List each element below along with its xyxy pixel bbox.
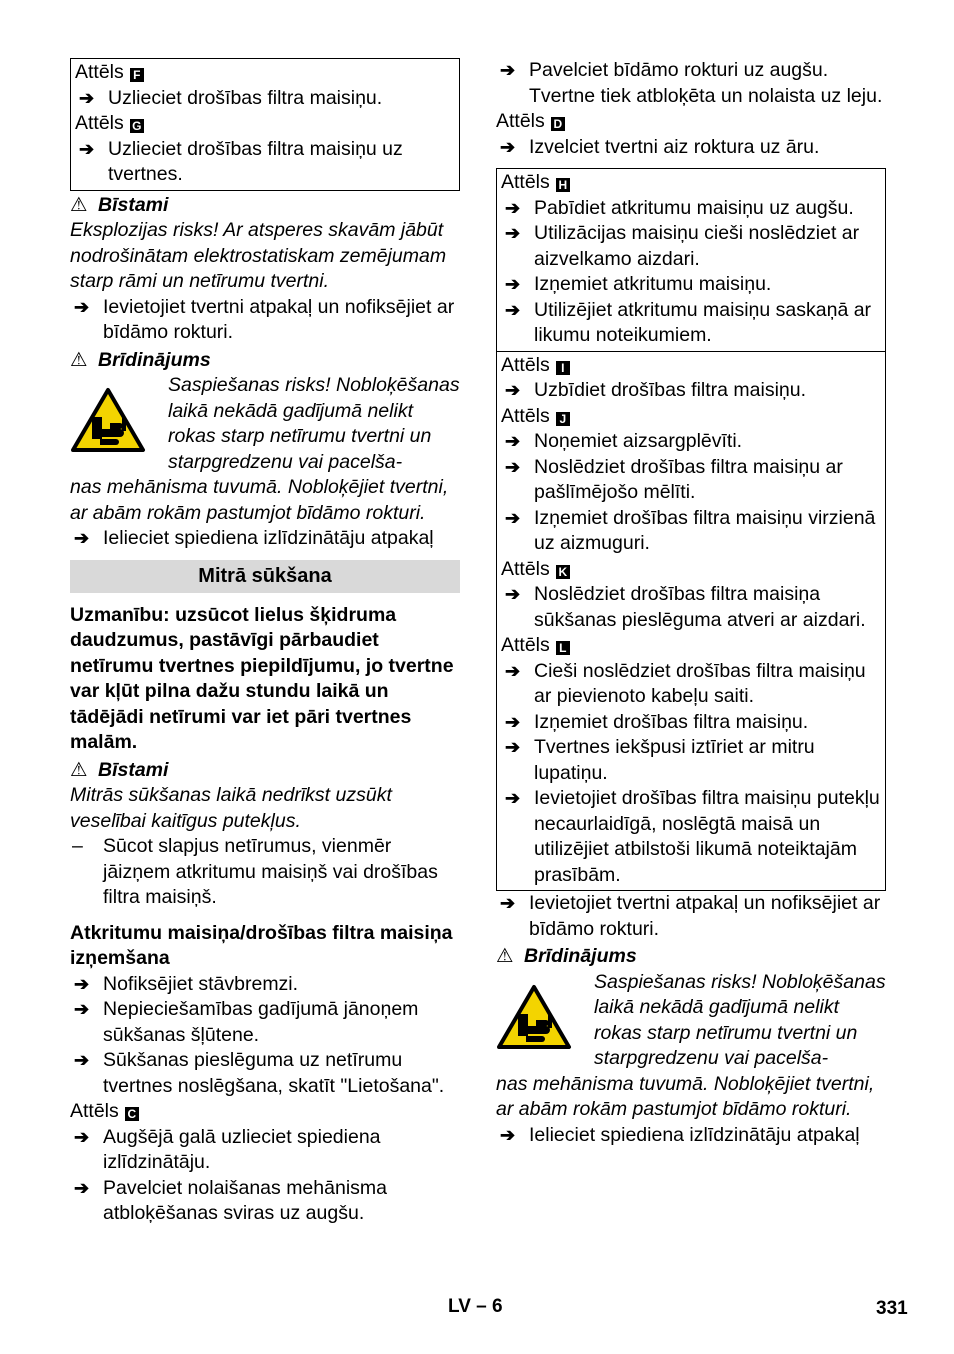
warning-block [496, 970, 886, 1072]
step-item: ➔ Izņemiet atkritumu maisiņu. [501, 272, 881, 298]
warning-triangle-icon: ⚠ [70, 758, 88, 781]
arrow-right-icon: ➔ [79, 87, 95, 108]
danger-heading: ⚠ Bīstami [70, 756, 460, 784]
warning-text: nas mehānisma tuvumā. Nobloķējiet tvertni, ar abām rokām pastumjot bīdāmo rokturi. [70, 476, 449, 524]
warning-heading: ⚠ Brīdinājums [70, 346, 460, 374]
figure-letter-tag: K [556, 565, 570, 579]
danger-heading: ⚠ Bīstami [70, 191, 460, 219]
figure-letter-tag: C [125, 1107, 139, 1121]
arrow-right-icon: ➔ [505, 431, 521, 451]
arrow-right-icon: ➔ [505, 299, 521, 320]
arrow-right-icon: ➔ [505, 711, 521, 732]
figure-letter-tag: F [130, 68, 144, 82]
step-item: ➔ Cieši noslēdziet drošības filtra maisiņu ar pievienoto kabeļu saiti. [505, 659, 866, 707]
arrow-right-icon: ➔ [74, 999, 90, 1019]
arrow-right-icon: ➔ [74, 296, 90, 317]
arrow-right-icon: ➔ [500, 136, 516, 157]
warning-text-wrapped: Saspiešanas risks! Nobloķēšanas laikā nekādā gadījumā nelikt rokas starp netīrumu tvertni un starpgredzenu vai pacelša- [594, 970, 886, 1069]
step-item: ➔ Noslēdziet drošības filtra maisiņu ar pašlīmējošo mēlīti. [505, 455, 843, 503]
step-item: ➔ Ievietojiet drošības filtra maisiņu putekļu necaurlaidīgā, noslēgtā maisā un utilizējiet atbilstoši likumā noteiktajām prasībām. [505, 787, 880, 886]
warning-triangle-icon: ⚠ [70, 193, 88, 216]
hand-crush-warning-sign [70, 387, 146, 453]
danger-text: Eksplozijas risks! Ar atsperes skavām jābūt nodrošinātam elektrostatiskam zemējumam starp rāmi un netīrumu tvertni. [70, 219, 447, 292]
figure-letter-tag: D [551, 117, 565, 131]
arrow-right-icon: ➔ [74, 1126, 90, 1147]
arrow-right-icon: ➔ [74, 973, 90, 994]
figure-box-f-g [70, 58, 460, 191]
arrow-right-icon: ➔ [505, 584, 521, 604]
step-item: ➔ Noslēdziet drošības filtra maisiņa sūkšanas pieslēguma atveri ar aizdari. [505, 583, 866, 631]
arrow-right-icon: ➔ [505, 223, 521, 243]
step-item: ➔ Noņemiet aizsargplēvīti. [501, 429, 881, 455]
left-column [70, 58, 460, 1227]
figure-ref-c: Attēls C [70, 1099, 460, 1125]
warning-text-wrapped: Saspiešanas risks! Nobloķēšanas laikā nekādā gadījumā nelikt rokas starp netīrumu tvertni un starpgredzenu vai pacelša- [168, 374, 460, 473]
step-item: ➔ Uzbīdiet drošības filtra maisiņu. [501, 378, 881, 404]
arrow-right-icon: ➔ [505, 737, 521, 757]
hand-crush-warning-sign [496, 984, 572, 1050]
figure-ref-j: Attēls J [501, 404, 881, 430]
figure-box-i-l [496, 352, 886, 892]
arrow-right-icon: ➔ [505, 788, 521, 808]
arrow-right-icon: ➔ [500, 893, 516, 913]
figure-letter-tag: L [556, 641, 570, 655]
step-item: ➔ Pavelciet bīdāmo rokturi uz augšu. Tvertne tiek atbloķēta un nolaista uz leju. [500, 59, 883, 107]
step-item: ➔ Izņemiet drošības filtra maisiņu virzienā uz aizmuguri. [505, 506, 876, 554]
step-item: ➔ Uzlieciet drošības filtra maisiņu uz tvertnes. [79, 137, 403, 185]
figure-ref-l: Attēls L [501, 633, 881, 659]
arrow-right-icon: ➔ [500, 60, 516, 80]
warning-triangle-icon: ⚠ [70, 348, 88, 371]
warning-triangle-icon: ⚠ [496, 945, 514, 967]
step-item: ➔ Ievietojiet tvertni atpakaļ un nofiksējiet ar bīdāmo rokturi. [74, 295, 455, 343]
step-list [501, 429, 881, 557]
warning-heading: ⚠ Brīdinājums [496, 942, 886, 970]
step-item: ➔ Izņemiet drošības filtra maisiņu. [501, 710, 881, 736]
step-item: ➔ Ievietojiet tvertni atpakaļ un nofiksējiet ar bīdāmo rokturi. [500, 892, 881, 940]
step-item: ➔ Nofiksējiet stāvbremzi. [70, 972, 460, 998]
step-list [70, 972, 460, 1100]
figure-ref-i: Attēls I [501, 353, 881, 379]
figure-ref-g: Attēls G [75, 111, 455, 137]
footer-page-number: 331 [876, 1298, 908, 1319]
arrow-right-icon: ➔ [505, 380, 521, 400]
step-item: ➔ Nepieciešamības gadījumā jānoņem sūkšanas šļūtene. [74, 998, 419, 1046]
caution-paragraph: Uzmanību: uzsūcot lielus šķidruma daudzumus, pastāvīgi pārbaudiet netīrumu tvertnes piepildījumu, jo tvertne var kļūt pilna dažu stundu laikā un tādējādi netīrumi var iet pāri tvertnes malām. [70, 603, 454, 753]
arrow-right-icon: ➔ [500, 1124, 516, 1145]
step-item: ➔ Ielieciet spiediena izlīdzinātāju atpakaļ [496, 1123, 886, 1149]
dash-item: – Sūcot slapjus netīrumus, vienmēr jāizņem atkritumu maisiņš vai drošības filtra maisiņš. [72, 835, 438, 908]
step-item: ➔ Pavelciet nolaišanas mehānisma atbloķēšanas sviras uz augšu. [74, 1176, 387, 1224]
footer-page-label: LV – 6 [448, 1296, 503, 1317]
figure-box-h [496, 168, 886, 352]
step-item: ➔ Pabīdiet atkritumu maisiņu uz augšu. [501, 196, 881, 222]
step-item: ➔ Utilizējiet atkritumu maisiņu saskaņā ar likumu noteikumiem. [505, 298, 872, 346]
step-list [70, 1125, 460, 1227]
step-item: ➔ Ielieciet spiediena izlīdzinātāju atpakaļ [70, 526, 460, 552]
danger-text: Mitrās sūkšanas laikā nedrīkst uzsūkt veselībai kaitīgus putekļus. [70, 784, 392, 832]
arrow-right-icon: ➔ [505, 197, 521, 218]
step-item: ➔ Utilizācijas maisiņu cieši noslēdziet ar aizvelkamo aizdari. [505, 222, 860, 270]
figure-ref-h: Attēls H [501, 170, 881, 196]
figure-ref-k: Attēls K [501, 557, 881, 583]
section-title: Mitrā sūkšana [70, 560, 460, 593]
step-list [501, 196, 881, 349]
figure-ref-f: Attēls F [75, 60, 455, 86]
arrow-right-icon: ➔ [505, 507, 521, 528]
arrow-right-icon: ➔ [505, 274, 521, 294]
arrow-right-icon: ➔ [74, 528, 90, 548]
arrow-right-icon: ➔ [505, 456, 521, 477]
arrow-right-icon: ➔ [74, 1050, 90, 1070]
step-list [501, 659, 881, 889]
figure-letter-tag: J [556, 412, 570, 426]
figure-letter-tag: I [556, 361, 570, 375]
step-item: ➔ Uzlieciet drošības filtra maisiņu. [75, 86, 455, 112]
figure-letter-tag: G [130, 119, 144, 133]
warning-block [70, 373, 460, 475]
step-list [496, 58, 886, 109]
right-column [496, 58, 886, 1148]
arrow-right-icon: ➔ [79, 138, 95, 159]
arrow-right-icon: ➔ [505, 660, 521, 681]
figure-ref-d: Attēls D [496, 109, 886, 135]
subheading: Atkritumu maisiņa/drošības filtra maisiņa izņemšana [70, 921, 453, 969]
arrow-right-icon: ➔ [74, 1177, 90, 1198]
step-item: ➔ Izvelciet tvertni aiz roktura uz āru. [496, 135, 886, 161]
figure-letter-tag: H [556, 178, 570, 192]
step-item: ➔ Tvertnes iekšpusi iztīriet ar mitru lupatiņu. [505, 736, 815, 784]
step-item: ➔ Augšējā galā uzlieciet spiediena izlīdzinātāju. [74, 1125, 381, 1173]
step-item: ➔ Sūkšanas pieslēguma uz netīrumu tvertnes noslēgšana, skatīt "Lietošana". [74, 1049, 445, 1097]
warning-text: nas mehānisma tuvumā. Nobloķējiet tvertni, ar abām rokām pastumjot bīdāmo rokturi. [496, 1072, 875, 1120]
